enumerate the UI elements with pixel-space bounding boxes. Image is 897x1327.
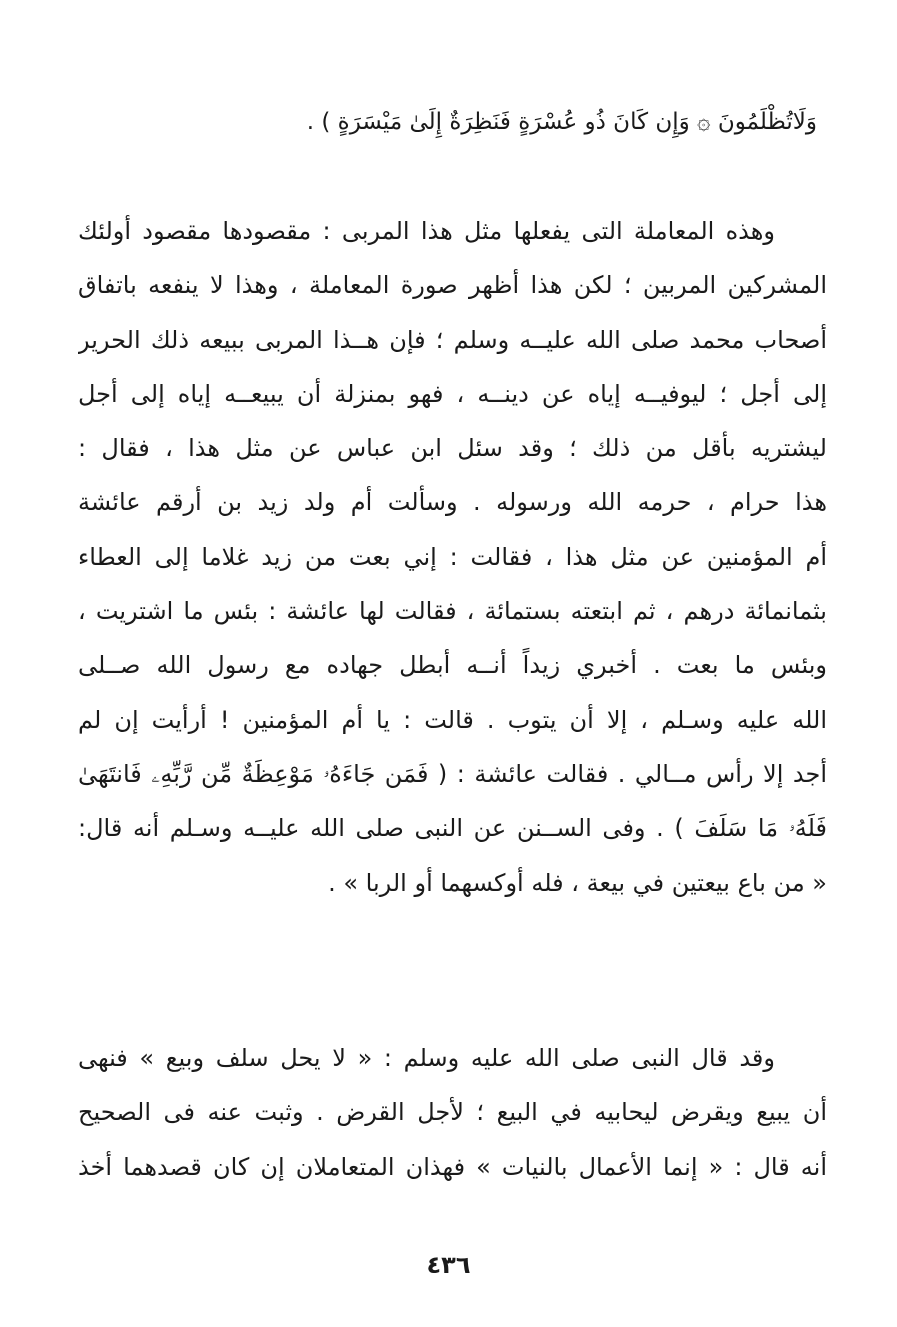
text-line: فَلَهُۥ مَا سَلَفَ ) . وفى الســنن عن النبى صلى الله عليــه وسـلم أنه قال: <box>78 814 827 843</box>
text-line: أصحاب محمد صلى الله عليــه وسلم ؛ فإن هــذا المربى ببيعه ذلك الحرير <box>78 325 827 354</box>
page-number: ٤٣٦ <box>426 1251 471 1279</box>
paragraph-2 <box>78 1031 827 1194</box>
paragraph-1 <box>78 204 827 910</box>
text-line: أجد إلا رأس مــالي . فقالت عائشة : ( فَمَن جَاءَهُۥ مَوْعِظَةٌ مِّن رَّبِّهِۦ فَانتَهَىٰ <box>78 759 827 788</box>
text-line: هذا حرام ، حرمه الله ورسوله . وسألت أم ولد زيد بن أرقم عائشة <box>78 488 827 517</box>
text-line: إلى أجل ؛ ليوفيــه إياه عن دينــه ، فهو بمنزلة أن يبيعــه إياه إلى أجل <box>78 379 827 408</box>
text-line: أن يبيع ويقرض ليحابيه في البيع ؛ لأجل القرض . وثبت عنه فى الصحيح <box>78 1098 827 1127</box>
text-line: وبئس ما بعت . أخبري زيداً أنــه أبطل جهاده مع رسول الله صــلى <box>78 651 827 680</box>
text-line: ليشتريه بأقل من ذلك ؛ وقد سئل ابن عباس عن مثل هذا ، فقال : <box>78 434 827 463</box>
text-line: المشركين المربين ؛ لكن هذا أظهر صورة المعاملة ، وهذا لا ينفعه باتفاق <box>78 271 827 300</box>
text-line: أم المؤمنين عن مثل هذا ، فقالت : إني بعت من زيد غلاما إلى العطاء <box>78 542 827 571</box>
text-line: وقد قال النبى صلى الله عليه وسلم : « لا يحل سلف وبيع » فنهى <box>78 1044 775 1072</box>
text-line: وهذه المعاملة التى يفعلها مثل هذا المربى : مقصودها مقصود أولئك <box>78 217 775 245</box>
text-line: « من باع بيعتين في بيعة ، فله أوكسهما أو الربا » . <box>328 868 827 897</box>
text-line: أنه قال : « إنما الأعمال بالنيات » فهذان المتعاملان إن كان قصدهما أخذ <box>78 1152 827 1181</box>
text-line: بثمانمائة درهم ، ثم ابتعته بستمائة ، فقالت لها عائشة : بئس ما اشتريت ، <box>78 597 827 626</box>
text-line: الله عليه وسـلم ، إلا أن يتوب . قالت : يا أم المؤمنين ! أرأيت إن لم <box>78 705 827 734</box>
quranic-verse-line: وَلَاتُظْلَمُونَ ۞ وَإِن كَانَ ذُو عُسْرَةٍ فَنَظِرَةٌ إِلَىٰ مَيْسَرَةٍ ) . <box>306 109 817 135</box>
